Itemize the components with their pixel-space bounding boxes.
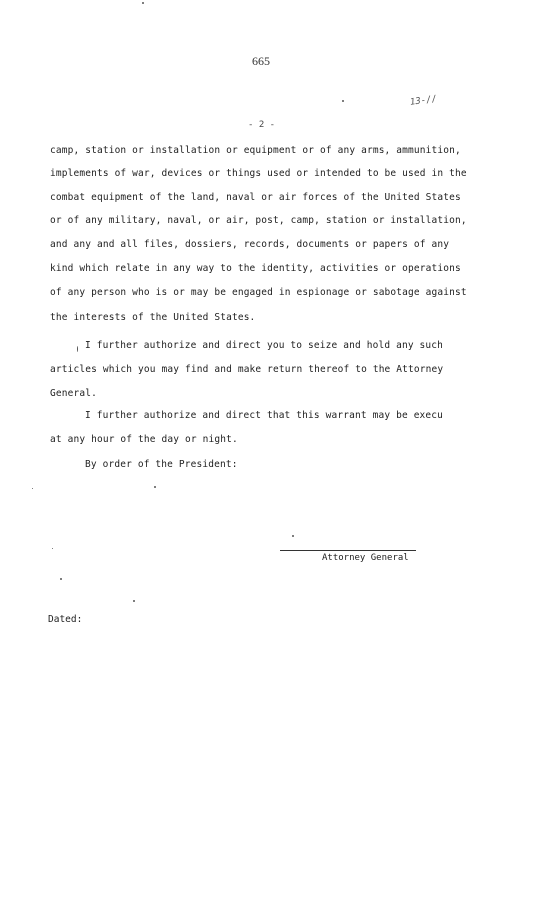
paragraph-warrant-line-2: at any hour of the day or night. [50, 434, 238, 445]
scan-speck [32, 488, 33, 489]
scan-speck [292, 535, 294, 537]
scan-speck [142, 2, 144, 4]
page-marker: - 2 - [248, 120, 276, 130]
body-line-1: camp, station or installation or equipment or of any arms, ammunition, [50, 145, 461, 156]
page-number: 665 [252, 54, 270, 68]
scan-speck [133, 600, 135, 602]
by-order-line: By order of the President: [85, 459, 238, 470]
paragraph-warrant-line-1: I further authorize and direct that this warrant may be execu [85, 410, 444, 421]
scan-speck [154, 486, 156, 488]
scan-speck [60, 578, 62, 580]
scan-speck [52, 548, 53, 549]
body-line-6: kind which relate in any way to the identity, activities or operations [50, 263, 461, 274]
handwritten-mark: 13-// [409, 94, 438, 108]
paragraph-seize-line-1: I further authorize and direct you to seize and hold any such [85, 340, 444, 351]
paragraph-seize-line-3: General. [50, 388, 97, 399]
signature-label: Attorney General [322, 553, 409, 563]
paragraph-seize-line-2: articles which you may find and make return thereof to the Attorney [50, 364, 444, 375]
body-line-5: and any and all files, dossiers, records, documents or papers of any [50, 239, 450, 250]
body-line-7: of any person who is or may be engaged in espionage or sabotage against [50, 287, 467, 298]
dated-label: Dated: [48, 614, 83, 625]
body-line-4: or of any military, naval, or air, post, camp, station or installation, [50, 215, 467, 226]
scan-speck [342, 100, 344, 102]
signature-line [280, 550, 416, 551]
scan-speck [77, 346, 78, 352]
body-line-3: combat equipment of the land, naval or air forces of the United States [50, 192, 461, 203]
body-line-8: the interests of the United States. [50, 312, 256, 323]
body-line-2: implements of war, devices or things used or intended to be used in the [50, 168, 467, 179]
